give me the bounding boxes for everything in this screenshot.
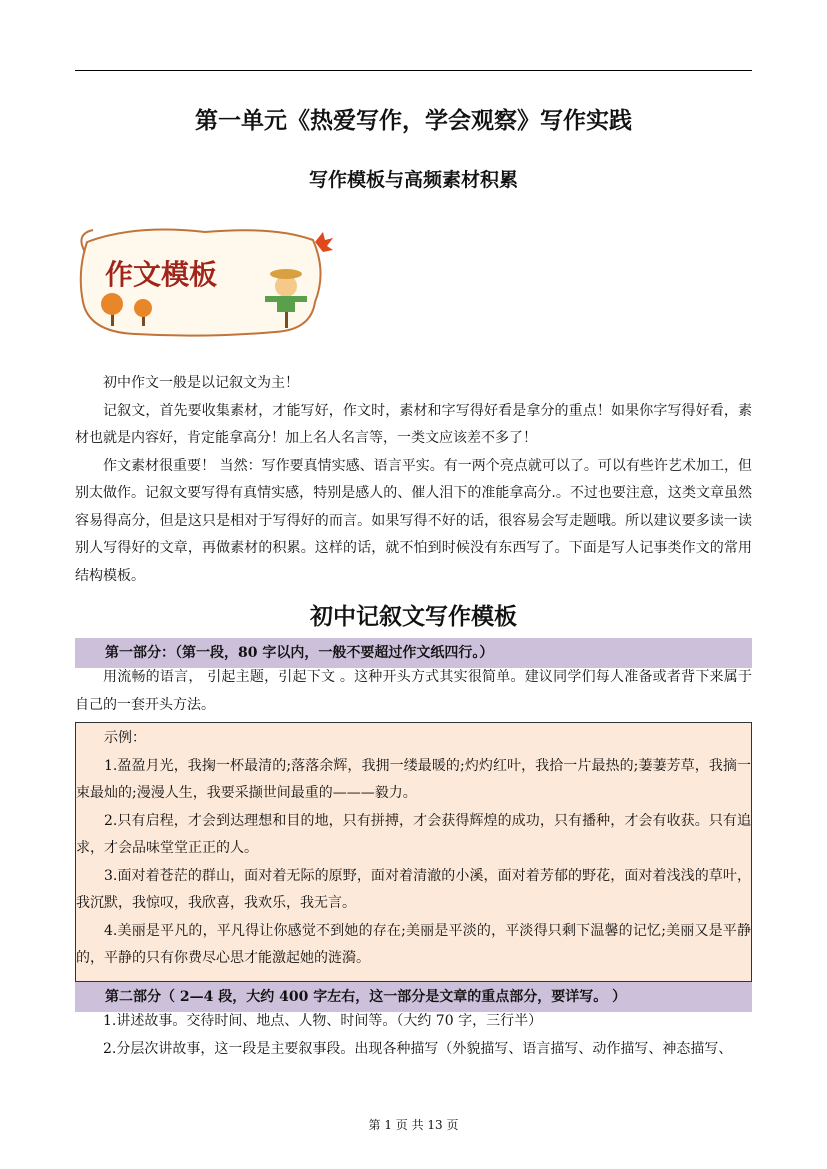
intro-text (75, 370, 752, 590)
page-footer: 第 1 页 共 13 页 (368, 1118, 459, 1132)
example-item: 2.只有启程，才会到达理想和目的地，只有拼搏，才会获得辉煌的成功，只有播种，才会有收获。只有追求，才会品味堂堂正正的人。 (76, 812, 751, 856)
section-title: 初中记叙文写作模板 (310, 603, 517, 630)
header-rule (75, 70, 752, 71)
example-item: 3.面对着苍茫的群山，面对着无际的原野，面对着清澈的小溪，面对着芳郁的野花，面对着浅浅的草叶，我沉默，我惊叹，我欣喜，我欢乐，我无言。 (76, 867, 751, 911)
maple-leaf-icon (315, 232, 333, 252)
part2-item: 2.分层次讲故事，这一段是主要叙事段。出现各种描写（外貌描写、语言描写、动作描写、神态描写、 (103, 1040, 733, 1057)
banner-image (75, 222, 333, 340)
example-item: 1.盈盈月光，我掬一杯最清的;落落余辉，我拥一缕最暖的;灼灼红叶，我拾一片最热的;萋萋芳草，我摘一束最灿的;漫漫人生，我要采撷世间最重的———毅力。 (76, 757, 751, 801)
page-subtitle: 写作模板与高频素材积累 (308, 169, 518, 191)
part1-text (75, 664, 752, 719)
part1-heading: 第一部分：（第一段，80 字以内，一般不要超过作文纸四行。） (75, 638, 752, 668)
part2-heading: 第二部分（ 2—4 段，大约 400 字左右，这一部分是文章的重点部分，要详写。 ） (75, 982, 752, 1012)
banner-text-image: 作文模板 (105, 258, 218, 291)
intro-paragraph: 作文素材很重要！ 当然：写作要真情实感、语言平实。有一两个亮点就可以了。可以有些许艺术加工，但别太做作。记叙文要写得有真情实感，特别是感人的、催人泪下的准能拿高分.。不过也要注意，这类文章虽然容易得高分，但是这只是相对于写得好的而言。如果写得不好的话，很容易会写走题哦。所以建议要多读一读别人写得好的文章，再做素材的积累。这样的话，就不怕到时候没有东西写了。下面是写人记事类作文的常用结构模板。 (75, 457, 752, 584)
part2-item: 1.讲述故事。交待时间、地点、人物、时间等。（大约 70 字，三行半） (103, 1013, 543, 1029)
examples-box (75, 722, 752, 982)
intro-paragraph: 记叙文，首先要收集素材，才能写好，作文时，素材和字写得好看是拿分的重点！如果你字写得好看，素材也就是内容好，肯定能拿高分！加上名人名言等，一类文应该差不多了！ (75, 402, 752, 446)
example-item: 4.美丽是平凡的，平凡得让你感觉不到她的存在;美丽是平淡的，平淡得只剩下温馨的记忆;美丽又是平静的，平静的只有你费尽心思才能激起她的涟漪。 (76, 922, 751, 966)
intro-paragraph: 初中作文一般是以记叙文为主！ (103, 375, 299, 391)
part1-paragraph: 用流畅的语言， 引起主题，引起下文 。这种开头方式其实很简单。建议同学们每人准备或者背下来属于自己的一套开头方法。 (75, 669, 752, 713)
part2-text (75, 1008, 752, 1063)
examples-label: 示例： (104, 730, 146, 746)
page-title: 第一单元《热爱写作，学会观察》写作实践 (195, 107, 632, 134)
